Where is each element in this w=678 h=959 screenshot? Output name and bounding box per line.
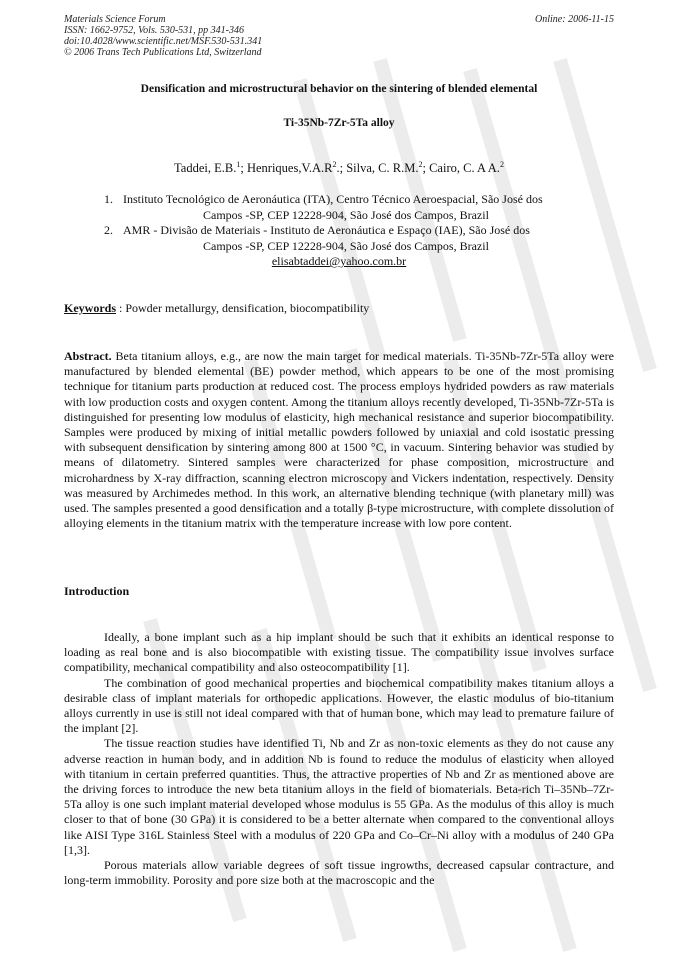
affiliation-line: AMR - Divisão de Materiais - Instituto de Aeronáutica e Espaço (IAE), São José dos — [123, 223, 530, 237]
paper-title-line-2: Ti-35Nb-7Zr-5Ta alloy — [283, 117, 395, 129]
affiliation-line: Campos -SP, CEP 12228-904, São José dos Campos, Brazil — [203, 239, 489, 253]
doi-line: doi:10.4028/www.scientific.net/MSF.530-531.341 — [64, 36, 263, 47]
author-affiliation-mark: 1 — [236, 160, 241, 169]
intro-paragraph: Porous materials allow variable degrees of soft tissue ingrowths, decreased capsular contracture, and long-term immobility. Porosity and pore size both at the macroscopic and the — [64, 858, 614, 888]
keywords-label: Keywords — [64, 301, 116, 315]
abstract-text: Beta titanium alloys, e.g., are now the main target for medical materials. Ti-35Nb-7Zr-5Ta alloy were manufactured by blended elemental (BE) powder method, which appears to be one of the most promising technique for titanium parts production at reduced cost. The process employs hydrided powders as raw materials with low production costs and oxygen content. Among the titanium alloys recently developed, Ti-35Nb-7Zr-5Ta is distinguished for presenting low modulus of elasticity, high mechanical resistance and superior biocompatibility. Samples were produced by mixing of initial metallic powders followed by uniaxial and cold isostatic pressing with subsequent densification by sintering among 800 at 1500 °C, in vacuum. Sintering behavior was studied by means of dilatometry. Sintered samples were characterized for phase composition, microstructure and microhardness by X-ray diffraction, scanning electron microscopy and Vickers indentation, respectively. Density was measured by Archimedes method. In this work, an alternative blending technique (with planetary mill) was used. The samples presented a good densification and a totally β-type microstructure, with complete dissolution of alloying elements in the titanium matrix with the temperature increase with low pore content. — [64, 349, 614, 531]
author-separator: ; — [240, 161, 247, 176]
introduction-heading: Introduction — [64, 584, 130, 598]
author-separator: .; — [336, 161, 347, 176]
keywords-text: : Powder metallurgy, densification, biocompatibility — [116, 301, 370, 315]
author-email-link[interactable]: elisabtaddei@yahoo.com.br — [271, 254, 407, 268]
affiliation-number: 2. — [104, 223, 113, 237]
author-name: Silva, C. R.M. — [346, 161, 419, 176]
author-name: Cairo, C. A A. — [429, 161, 500, 176]
introduction-body — [64, 630, 614, 888]
abstract-paragraph — [64, 349, 614, 531]
copyright-line: © 2006 Trans Tech Publications Ltd, Switzerland — [64, 47, 262, 58]
affiliation-line: Campos -SP, CEP 12228-904, São José dos Campos, Brazil — [203, 208, 489, 222]
intro-paragraph: The tissue reaction studies have identified Ti, Nb and Zr as non-toxic elements as they do not cause any adverse reaction in human body, and in addition Nb is found to reduce the modulus of elasticity when alloyed with titanium in certain preferred quantities. Thus, the attractive properties of Nb and Zr as mentioned above are the driving forces to introduce the new beta titanium alloys in the field of biomaterials. Beta-rich Ti–35Nb–7Zr-5Ta alloy is one such implant material developed whose modulus is 55 GPa. As the modulus of this alloy is much closer to that of bone (30 GPa) it is considered to be a better alternate when compared to the conventional alloys like AISI Type 316L Stainless Steel with a modulus of 220 GPa and Co–Cr–Ni alloy with a modulus of 240 GPa [1,3]. — [64, 736, 614, 857]
author-separator: ; — [422, 161, 430, 176]
author-affiliation-mark: 2 — [418, 160, 423, 169]
author-list — [64, 160, 614, 176]
intro-paragraph: The combination of good mechanical properties and biochemical compatibility makes titanium alloys a desirable class of implant materials for orthopedic applications. However, the elastic modulus of bio-titanium alloys currently in use is still not ideal compared with that of human bone, which may lead to premature failure of the implant [2]. — [64, 675, 614, 736]
intro-paragraph: Ideally, a bone implant such as a hip implant should be such that it exhibits an identical response to loading as real bone and is also biocompatible with existing tissue. The compatibility issue involves surface compatibility, mechanical compatibility and also osteocompatibility [1]. — [64, 630, 614, 675]
author-affiliation-mark: 2 — [332, 160, 337, 169]
journal-name: Materials Science Forum — [64, 14, 166, 25]
affiliation-number: 1. — [104, 192, 113, 206]
keywords-line — [64, 301, 369, 316]
affiliation-line: Instituto Tecnológico de Aeronáutica (ITA), Centro Técnico Aeroespacial, São José dos — [123, 192, 543, 206]
online-date: Online: 2006-11-15 — [535, 14, 614, 25]
journal-header — [64, 14, 262, 58]
author-name: Taddei, E.B. — [174, 161, 237, 176]
paper-title-line-1: Densification and microstructural behavior on the sintering of blended elemental — [140, 83, 538, 95]
abstract-label: Abstract. — [64, 349, 112, 363]
author-affiliation-mark: 2 — [499, 160, 504, 169]
issn-line: ISSN: 1662-9752, Vols. 530-531, pp 341-346 — [64, 25, 244, 36]
author-name: Henriques,V.A.R — [246, 161, 333, 176]
